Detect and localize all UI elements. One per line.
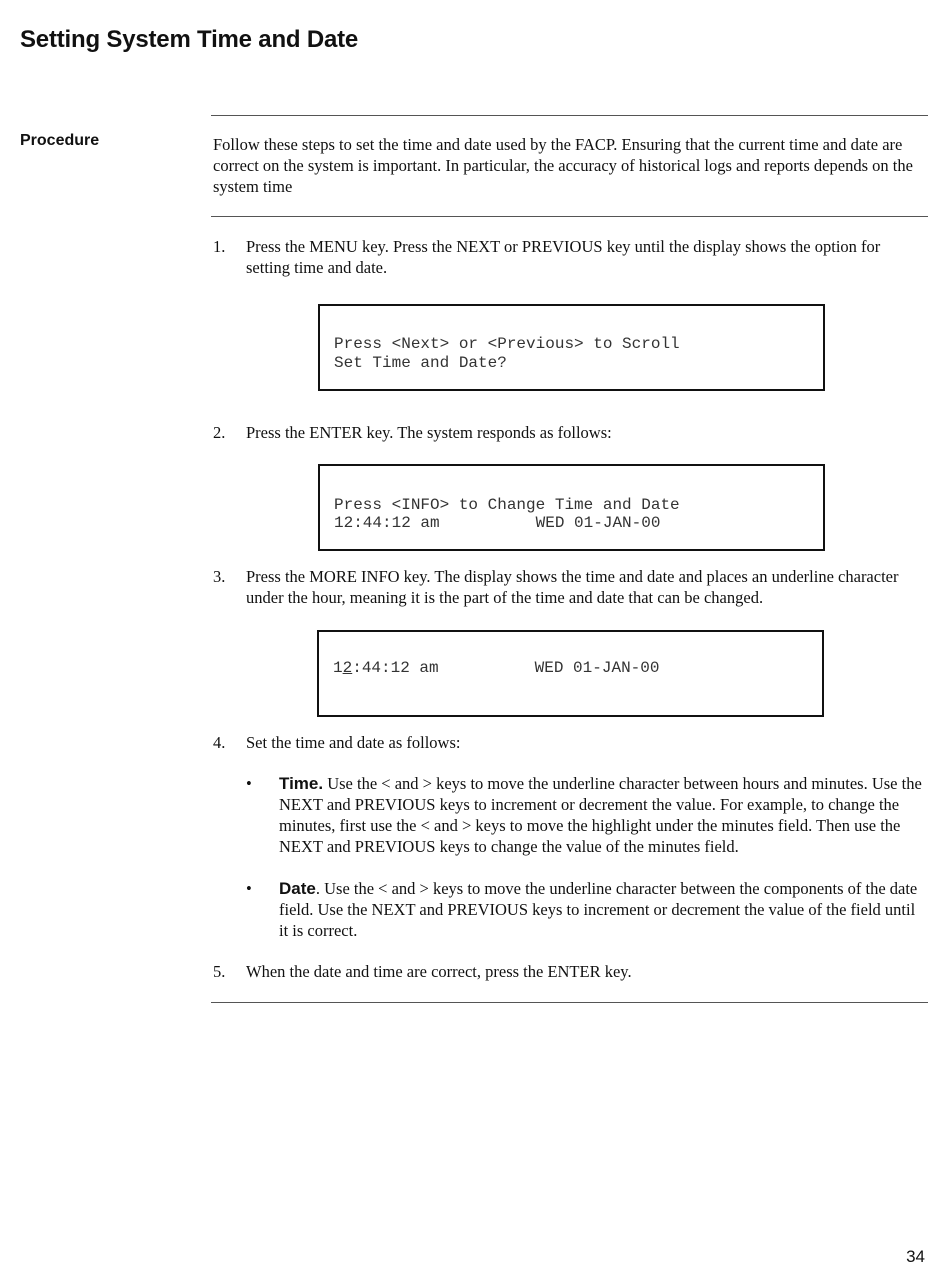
bullet-text bbox=[279, 878, 927, 941]
lcd-line-1: Press <INFO> to Change Time and Date bbox=[334, 496, 680, 514]
lcd-line-2: 12:44:12 am WED 01-JAN-00 bbox=[334, 514, 661, 532]
lcd-display-3 bbox=[317, 630, 824, 717]
bullet-text bbox=[279, 773, 927, 857]
divider-intro bbox=[211, 216, 928, 217]
step-text: Press the MORE INFO key. The display shows the time and date and places an underline character under the hour, meaning it is the part of the time and date that can be changed. bbox=[246, 567, 899, 607]
step-text: Set the time and date as follows: bbox=[246, 733, 461, 752]
page-title: Setting System Time and Date bbox=[20, 26, 359, 53]
step-number: 4. bbox=[213, 733, 226, 752]
divider-top bbox=[211, 115, 928, 116]
bullet-dot: • bbox=[246, 879, 252, 898]
step-number: 3. bbox=[213, 567, 226, 586]
step-number: 2. bbox=[213, 423, 226, 442]
section-label: Procedure bbox=[20, 132, 100, 149]
bullet-dot: • bbox=[246, 774, 252, 793]
step-number: 1. bbox=[213, 237, 226, 256]
bullet-body: . Use the < and > keys to move the underline character between the components of the date field. Use the NEXT and PREVIOUS keys to increment or decrement the value of the field until it is correct. bbox=[279, 879, 918, 940]
underline-cursor: 2 bbox=[342, 659, 353, 677]
lcd-line-1 bbox=[333, 659, 659, 678]
step-text: When the date and time are correct, press the ENTER key. bbox=[246, 962, 632, 981]
bullet-term: Date bbox=[279, 879, 316, 898]
divider-bottom bbox=[211, 1002, 928, 1003]
lcd-display-1 bbox=[318, 304, 825, 391]
step-number: 5. bbox=[213, 962, 226, 981]
intro-paragraph: Follow these steps to set the time and date used by the FACP. Ensuring that the current time and date are correct on the system is important. In particular, the accuracy of historical logs and reports depends on the system time bbox=[213, 135, 913, 196]
lcd-display-2 bbox=[318, 464, 825, 551]
step-text: Press the MENU key. Press the NEXT or PREVIOUS key until the display shows the option for setting time and date. bbox=[246, 237, 881, 277]
bullet-body: Use the < and > keys to move the underline character between hours and minutes. Use the NEXT and PREVIOUS keys to increment or decrement the value. For example, to change the minutes, first use the < and > keys to move the highlight under the minutes field. Then use the NEXT and PREVIOUS keys to change the value of the minutes field. bbox=[279, 774, 922, 856]
lcd-text: :44:12 am WED 01-JAN-00 bbox=[352, 659, 660, 677]
page-number: 34 bbox=[906, 1247, 925, 1266]
lcd-text: 1 bbox=[333, 659, 343, 677]
bullet-term: Time. bbox=[279, 774, 324, 793]
lcd-line-1: Press <Next> or <Previous> to Scroll bbox=[334, 335, 680, 353]
step-text: Press the ENTER key. The system responds as follows: bbox=[246, 423, 612, 442]
lcd-line-2: Set Time and Date? bbox=[334, 354, 507, 372]
